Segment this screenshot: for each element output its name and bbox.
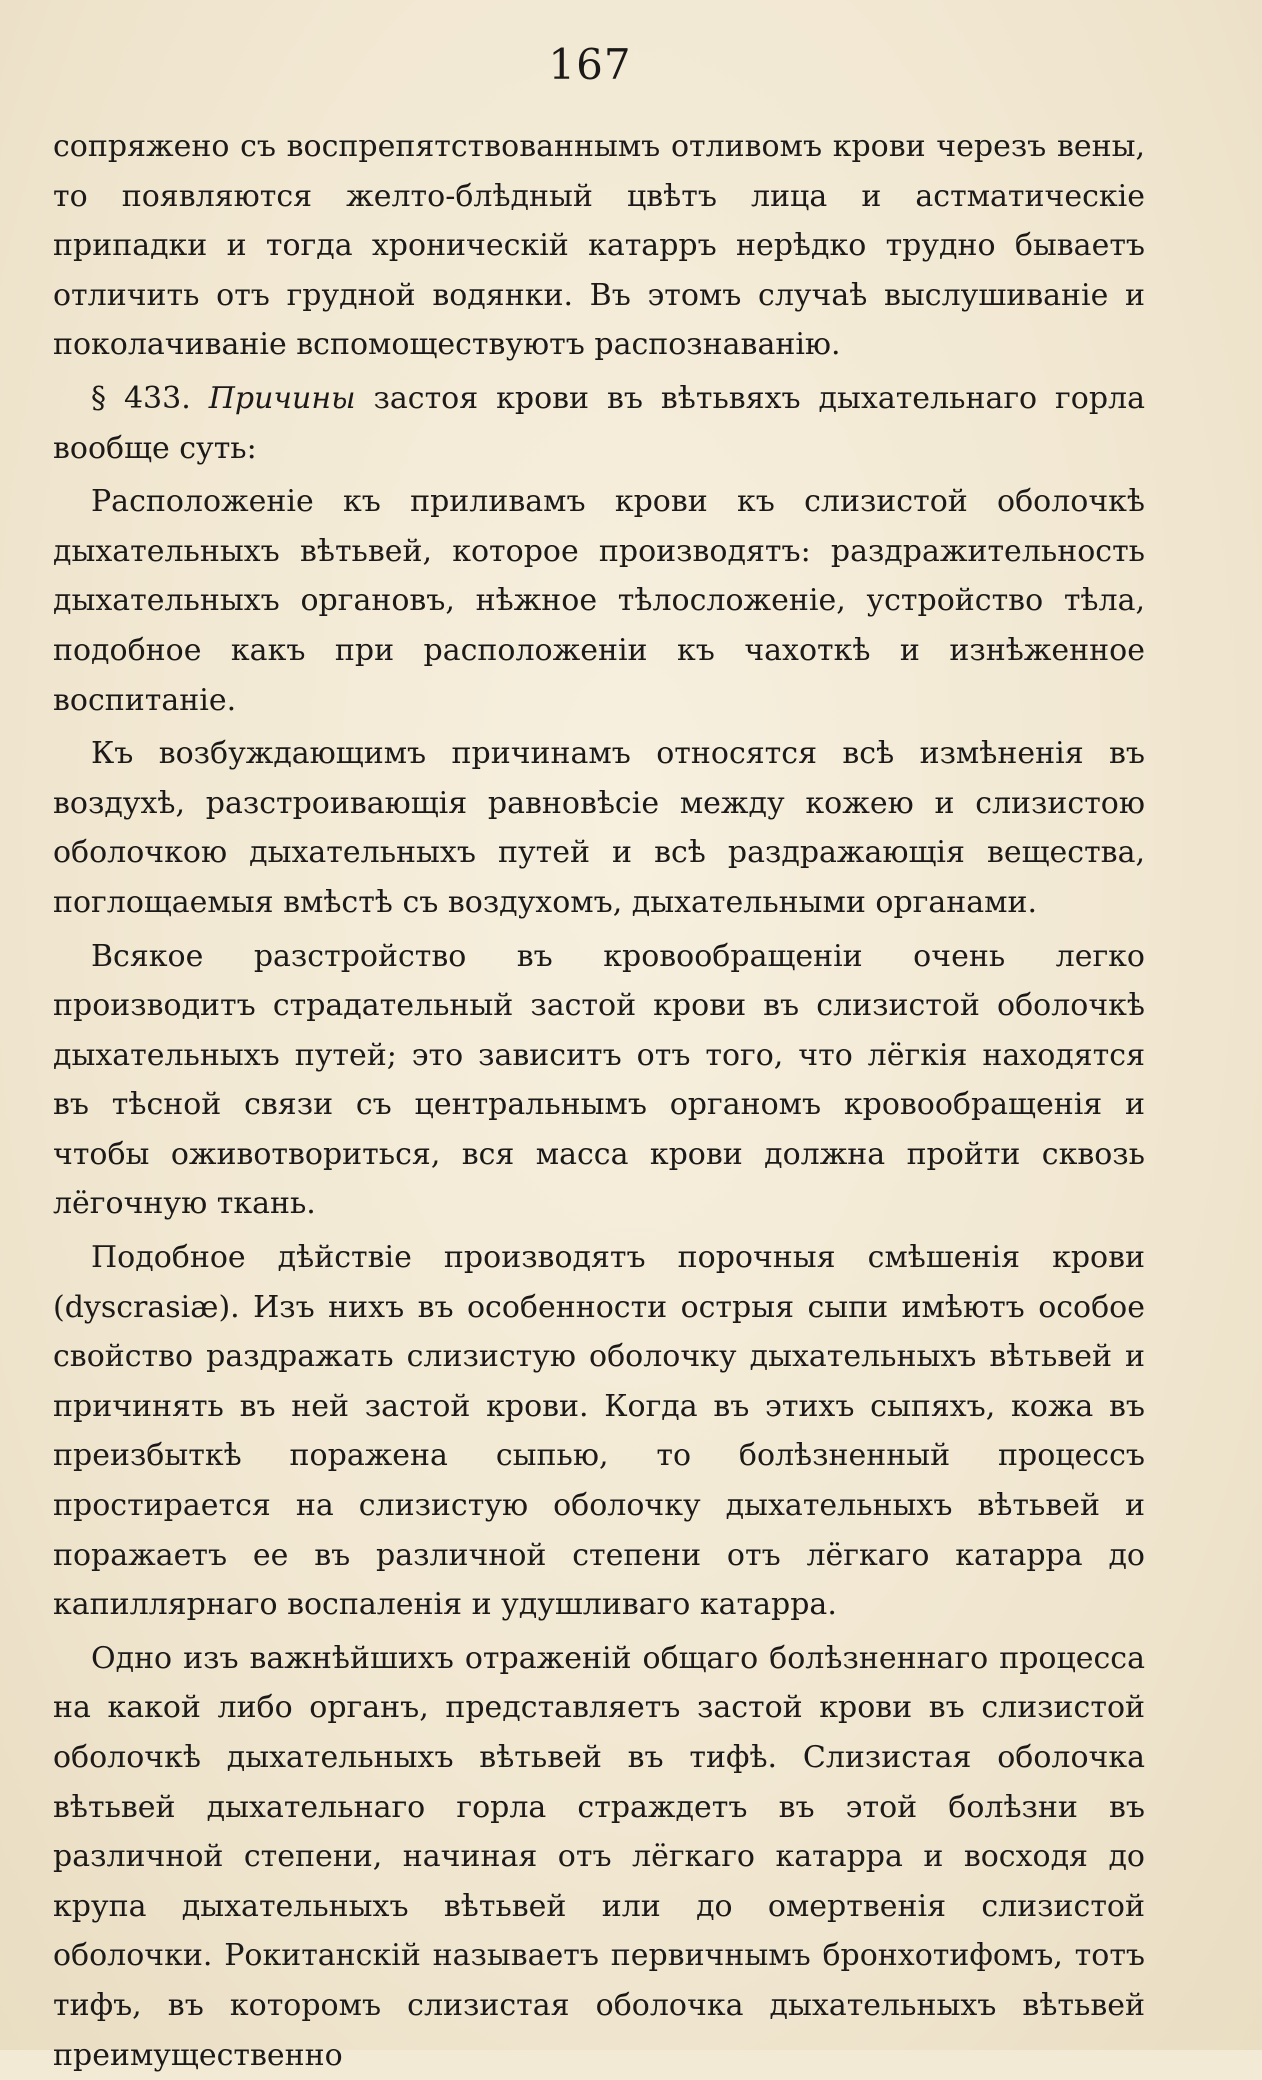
paragraph-section-433 (53, 374, 1145, 473)
paragraph-continuation: сопряжено съ воспрепятствованнымъ отливомъ крови черезъ вены, то появляются желто-блѣдный цвѣтъ лица и астматическіе припадки и тогда хроническій катарръ нерѣдко трудно бываетъ отличить отъ грудной водянки. Въ этомъ случаѣ выслушиваніе и поколачиваніе вспомоществуютъ распознаванію. (53, 129, 1145, 363)
paragraph-predisposition: Расположеніе къ приливамъ крови къ слизистой оболочкѣ дыхательныхъ вѣтьвей, которое производятъ: раздражительность дыхательныхъ органовъ, нѣжное тѣлосложеніе, устройство тѣла, подобное какъ при расположеніи къ чахоткѣ и изнѣженное воспитаніе. (53, 484, 1145, 718)
section-lead-in: Причины (208, 380, 356, 416)
page-number: 167 (548, 40, 632, 89)
paragraph-typhus: Одно изъ важнѣйшихъ отраженій общаго болѣзненнаго процесса на какой либо органъ, представляетъ застой крови въ слизистой оболочкѣ дыхательныхъ вѣтьвей въ тифѣ. Слизистая оболочка вѣтьвей дыхательнаго горла страждетъ въ этой болѣзни въ различной степени, начиная отъ лёгкаго катарра и восходя до крупа дыхательныхъ вѣтьвей или до омертвенія слизистой оболочки. Рокитанскій называетъ первичнымъ бронхотифомъ, тотъ тифъ, въ которомъ слизистая оболочка дыхательныхъ вѣтьвей преимущественно (53, 1640, 1145, 2073)
paragraph-exciting-causes: Къ возбуждающимъ причинамъ относятся всѣ измѣненія въ воздухѣ, разстроивающія равновѣсіе между кожею и слизистою оболочкою дыхательныхъ путей и всѣ раздражающія вещества, поглощаемыя вмѣстѣ съ воздухомъ, дыхательными органами. (53, 736, 1145, 920)
section-marker: § 433. (91, 380, 191, 416)
paragraph-dyscrasia: Подобное дѣйствіе производятъ порочныя смѣшенія крови (dyscrasiæ). Изъ нихъ въ особенности острыя сыпи имѣютъ особое свойство раздражать слизистую оболочку дыхательныхъ вѣтьвей и причинять въ ней застой крови. Когда въ этихъ сыпяхъ, кожа въ преизбыткѣ поражена сыпью, то болѣзненный процессъ простирается на слизистую оболочку дыхательныхъ вѣтьвей и поражаетъ ее въ различной степени отъ лёгкаго катарра до капиллярнаго воспаленія и удушливаго катарра. (53, 1240, 1145, 1623)
paragraph-circulation: Всякое разстройство въ кровообращеніи очень легко производитъ страдательный застой крови въ слизистой оболочкѣ дыхательныхъ путей; это зависитъ отъ того, что лёгкія находятся въ тѣсной связи съ центральнымъ органомъ кровообращенія и чтобы оживотвориться, вся масса крови должна пройти сквозь лёгочную ткань. (53, 938, 1145, 1222)
body-text (53, 122, 1145, 2080)
section-text: застоя крови въ вѣтьвяхъ дыхательнаго горла вообще суть: (53, 380, 1145, 466)
